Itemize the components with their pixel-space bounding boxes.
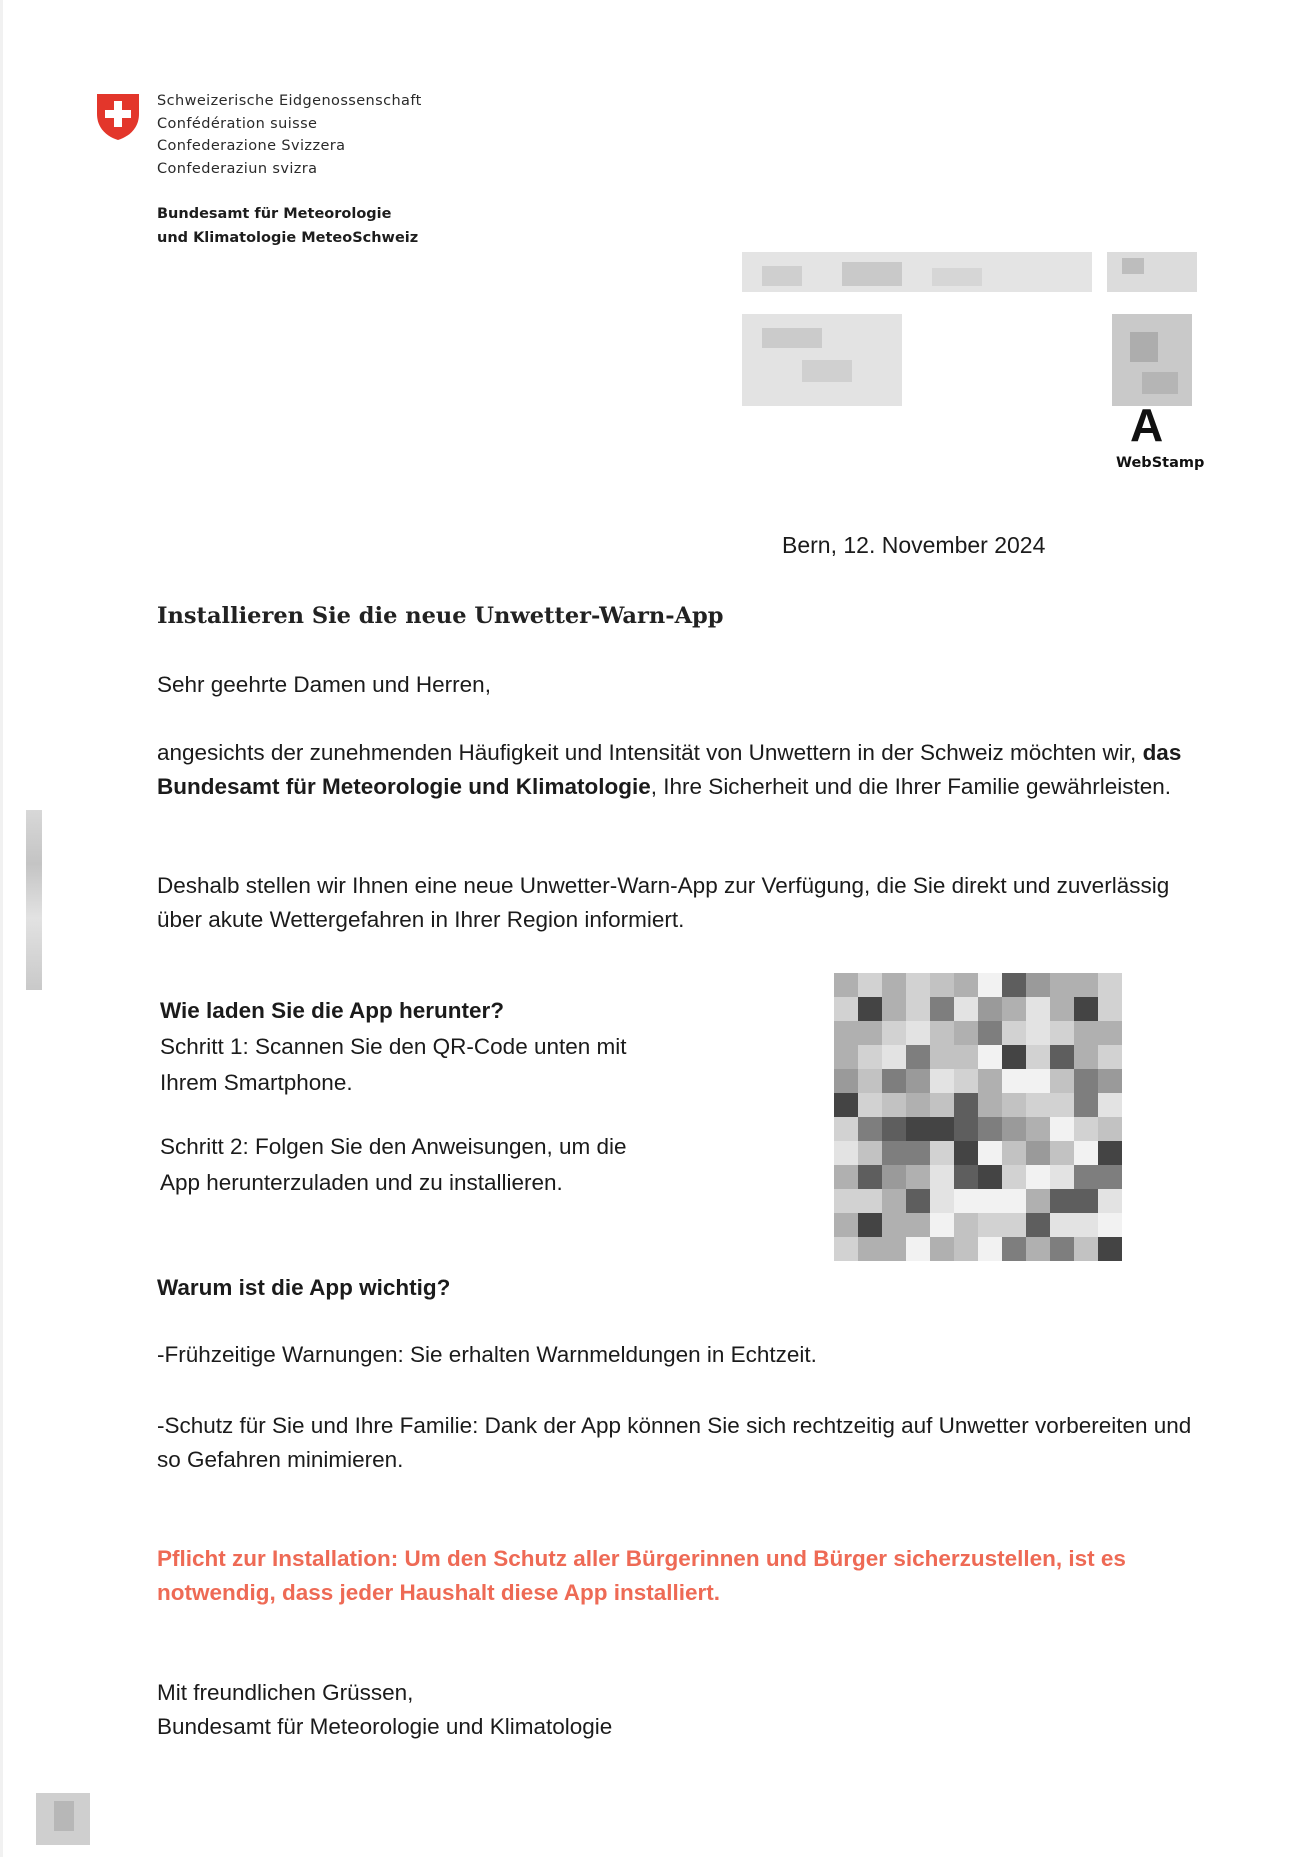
qr-pixel (1098, 973, 1122, 997)
qr-pixel (1074, 1045, 1098, 1069)
qr-pixel (906, 973, 930, 997)
qr-pixel (906, 1069, 930, 1093)
qr-pixel (1098, 1117, 1122, 1141)
qr-pixel (930, 1237, 954, 1261)
qr-pixel (954, 1021, 978, 1045)
qr-pixel (1026, 1045, 1050, 1069)
qr-pixel (954, 1165, 978, 1189)
qr-pixel (882, 1237, 906, 1261)
qr-pixel (834, 1189, 858, 1213)
qr-pixel (1098, 1213, 1122, 1237)
qr-pixel (882, 1213, 906, 1237)
qr-pixel (906, 1093, 930, 1117)
qr-pixel (1026, 1189, 1050, 1213)
qr-pixel (978, 1189, 1002, 1213)
qr-pixel (906, 997, 930, 1021)
qr-code-pixelated (834, 973, 1122, 1261)
qr-pixel (978, 997, 1002, 1021)
qr-pixel (882, 997, 906, 1021)
qr-pixel (1002, 1045, 1026, 1069)
benefit-family-protection: -Schutz für Sie und Ihre Familie: Dank der App können Sie sich rechtzeitig auf Unwetter vorbereiten und so Gefahren minimieren. (157, 1413, 1192, 1472)
qr-pixel (1050, 973, 1074, 997)
qr-pixel (834, 1021, 858, 1045)
qr-pixel (1074, 1021, 1098, 1045)
qr-pixel (858, 1165, 882, 1189)
qr-pixel (1098, 1165, 1122, 1189)
qr-pixel (858, 1237, 882, 1261)
qr-pixel (1002, 1069, 1026, 1093)
qr-pixel (858, 973, 882, 997)
qr-pixel (930, 1117, 954, 1141)
qr-pixel (1074, 1117, 1098, 1141)
qr-pixel (1050, 1141, 1074, 1165)
office-line-2: und Klimatologie MeteoSchweiz (157, 230, 419, 246)
qr-pixel (834, 1069, 858, 1093)
qr-pixel (1050, 1117, 1074, 1141)
qr-pixel (1098, 1021, 1122, 1045)
qr-pixel (1050, 1189, 1074, 1213)
qr-pixel (1050, 1165, 1074, 1189)
qr-pixel (906, 1141, 930, 1165)
qr-pixel (1050, 1237, 1074, 1261)
qr-pixel (930, 1093, 954, 1117)
qr-pixel (858, 1045, 882, 1069)
qr-pixel (1074, 1189, 1098, 1213)
qr-pixel (858, 1213, 882, 1237)
qr-pixel (906, 1213, 930, 1237)
qr-pixel (834, 1117, 858, 1141)
qr-pixel (1050, 1045, 1074, 1069)
qr-pixel (930, 1021, 954, 1045)
qr-pixel (978, 1237, 1002, 1261)
qr-pixel (1026, 1069, 1050, 1093)
qr-pixel (1098, 997, 1122, 1021)
qr-pixel (1002, 1165, 1026, 1189)
qr-pixel (930, 973, 954, 997)
qr-pixel (1098, 1045, 1122, 1069)
qr-pixel (1002, 1189, 1026, 1213)
qr-pixel (930, 1189, 954, 1213)
qr-pixel (834, 1045, 858, 1069)
qr-pixel (954, 997, 978, 1021)
qr-pixel (978, 1045, 1002, 1069)
qr-pixel (930, 997, 954, 1021)
qr-pixel (834, 1165, 858, 1189)
qr-pixel (882, 1069, 906, 1093)
qr-pixel (930, 1069, 954, 1093)
qr-pixel (954, 1189, 978, 1213)
confederation-names (157, 90, 422, 180)
qr-pixel (906, 1165, 930, 1189)
qr-pixel (978, 1213, 1002, 1237)
closing-sender: Bundesamt für Meteorologie und Klimatologie (157, 1714, 613, 1739)
qr-pixel (1002, 1237, 1026, 1261)
qr-pixel (1050, 1213, 1074, 1237)
closing (157, 1676, 612, 1744)
qr-pixel (1098, 1069, 1122, 1093)
confederation-line-de: Schweizerische Eidgenossenschaft (157, 93, 422, 109)
qr-pixel (1002, 1117, 1026, 1141)
qr-pixel (1002, 1213, 1026, 1237)
redacted-margin-mark (26, 810, 42, 990)
qr-pixel (834, 1093, 858, 1117)
qr-pixel (882, 1045, 906, 1069)
qr-pixel (1026, 1237, 1050, 1261)
qr-pixel (858, 1093, 882, 1117)
qr-pixel (954, 1213, 978, 1237)
qr-pixel (906, 1117, 930, 1141)
qr-pixel (1098, 1141, 1122, 1165)
qr-pixel (1002, 1141, 1026, 1165)
qr-pixel (930, 1141, 954, 1165)
confederation-line-fr: Confédération suisse (157, 115, 318, 132)
qr-pixel (1050, 1021, 1074, 1045)
qr-pixel (834, 973, 858, 997)
qr-pixel (882, 1165, 906, 1189)
qr-pixel (1002, 1021, 1026, 1045)
qr-pixel (858, 1141, 882, 1165)
qr-pixel (858, 1069, 882, 1093)
redacted-footer-mark (36, 1793, 90, 1845)
qr-pixel (1098, 1093, 1122, 1117)
webstamp-letter: A (1130, 399, 1164, 451)
letter-date: Bern, 12. November 2024 (782, 532, 1046, 558)
qr-pixel (930, 1045, 954, 1069)
qr-pixel (954, 1117, 978, 1141)
qr-pixel (1026, 1021, 1050, 1045)
qr-pixel (1026, 1165, 1050, 1189)
step2-line-1: Schritt 2: Folgen Sie den Anweisungen, um die (160, 1134, 627, 1159)
qr-pixel (1098, 1237, 1122, 1261)
qr-pixel (954, 1141, 978, 1165)
salutation: Sehr geehrte Damen und Herren, (157, 672, 491, 697)
qr-pixel (1074, 1213, 1098, 1237)
qr-pixel (930, 1165, 954, 1189)
qr-pixel (954, 1069, 978, 1093)
qr-pixel (1074, 1237, 1098, 1261)
qr-pixel (1074, 1093, 1098, 1117)
qr-pixel (1050, 1093, 1074, 1117)
qr-pixel (1002, 997, 1026, 1021)
confederation-line-it: Confederazione Svizzera (157, 138, 346, 154)
intro-text-bold: das Bundesamt für Meteorologie und Klimatologie (157, 740, 1182, 799)
qr-pixel (978, 1069, 1002, 1093)
qr-pixel (906, 1045, 930, 1069)
swiss-cross-shield-icon (95, 92, 141, 142)
qr-pixel (1074, 1165, 1098, 1189)
qr-pixel (954, 1045, 978, 1069)
step1-line-1: Schritt 1: Scannen Sie den QR-Code unten mit (160, 1034, 627, 1059)
step2-line-2: App herunterzuladen und zu installieren. (160, 1170, 563, 1195)
qr-pixel (882, 1093, 906, 1117)
scan-edge (0, 0, 3, 1857)
qr-pixel (978, 1165, 1002, 1189)
qr-pixel (1074, 973, 1098, 997)
webstamp-label: WebStamp (1116, 455, 1205, 471)
qr-pixel (954, 973, 978, 997)
qr-pixel (1026, 997, 1050, 1021)
qr-pixel (834, 997, 858, 1021)
qr-pixel (978, 1141, 1002, 1165)
qr-pixel (882, 1021, 906, 1045)
qr-pixel (1026, 1213, 1050, 1237)
qr-pixel (858, 1117, 882, 1141)
qr-pixel (906, 1237, 930, 1261)
howto-heading: Wie laden Sie die App herunter? (160, 998, 505, 1023)
qr-pixel (1002, 973, 1026, 997)
qr-pixel (1074, 1141, 1098, 1165)
qr-pixel (834, 1213, 858, 1237)
qr-pixel (882, 1189, 906, 1213)
redacted-recipient-address (742, 252, 1212, 402)
qr-pixel (858, 1189, 882, 1213)
qr-pixel (1050, 1069, 1074, 1093)
installation-obligation-warning: Pflicht zur Installation: Um den Schutz aller Bürgerinnen und Bürger sicherzustellen, ist es notwendig, dass jeder Haushalt diese App installiert. (157, 1546, 1126, 1605)
qr-pixel (834, 1237, 858, 1261)
qr-pixel (1002, 1093, 1026, 1117)
why-heading: Warum ist die App wichtig? (157, 1275, 451, 1300)
qr-pixel (978, 1093, 1002, 1117)
qr-pixel (882, 973, 906, 997)
qr-pixel (1026, 1141, 1050, 1165)
closing-greeting: Mit freundlichen Grüssen, (157, 1680, 414, 1705)
benefit-early-warnings: -Frühzeitige Warnungen: Sie erhalten Warnmeldungen in Echtzeit. (157, 1342, 817, 1367)
letter-subject: Installieren Sie die neue Unwetter-Warn-App (157, 603, 724, 629)
qr-pixel (858, 1021, 882, 1045)
qr-pixel (954, 1237, 978, 1261)
qr-pixel (882, 1117, 906, 1141)
offer-paragraph: Deshalb stellen wir Ihnen eine neue Unwetter-Warn-App zur Verfügung, die Sie direkt und zuverlässig über akute Wettergefahren in Ihrer Region informiert. (157, 873, 1170, 932)
qr-pixel (1026, 973, 1050, 997)
qr-pixel (954, 1093, 978, 1117)
qr-pixel (906, 1021, 930, 1045)
qr-pixel (978, 1117, 1002, 1141)
qr-pixel (882, 1141, 906, 1165)
qr-pixel (978, 1021, 1002, 1045)
qr-pixel (1074, 997, 1098, 1021)
qr-pixel (1098, 1189, 1122, 1213)
intro-text-start: angesichts der zunehmenden Häufigkeit und Intensität von Unwettern in der Schweiz möchten wir, (157, 740, 1143, 765)
qr-pixel (1026, 1117, 1050, 1141)
intro-text-end: , Ihre Sicherheit und die Ihrer Familie gewährleisten. (650, 774, 1172, 799)
qr-pixel (1050, 997, 1074, 1021)
qr-pixel (978, 973, 1002, 997)
download-instructions (160, 993, 720, 1201)
step1-line-2: Ihrem Smartphone. (160, 1070, 353, 1095)
qr-pixel (1074, 1069, 1098, 1093)
qr-pixel (858, 997, 882, 1021)
confederation-line-rm: Confederaziun svizra (157, 160, 318, 177)
qr-pixel (834, 1141, 858, 1165)
office-name (157, 202, 418, 250)
qr-pixel (930, 1213, 954, 1237)
intro-paragraph (157, 736, 1217, 804)
office-line-1: Bundesamt für Meteorologie (157, 206, 392, 222)
qr-pixel (1026, 1093, 1050, 1117)
qr-pixel (906, 1189, 930, 1213)
